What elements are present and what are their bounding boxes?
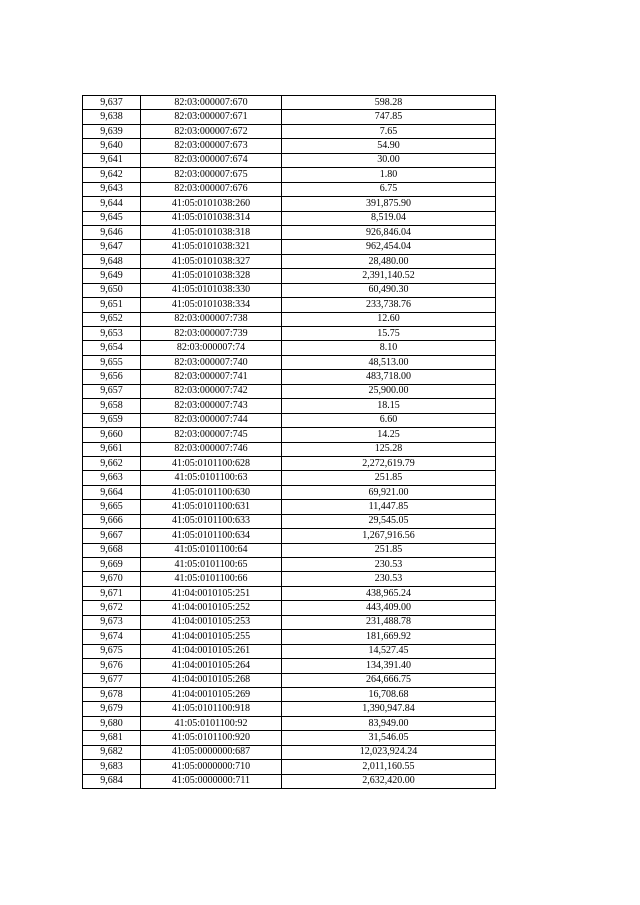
table-row [83, 124, 496, 138]
table-row [83, 355, 496, 369]
value-cell: 11,447.85 [282, 500, 496, 514]
row-number-cell: 9,675 [83, 644, 141, 658]
value-cell: 12,023,924.24 [282, 745, 496, 759]
cadastral-number-cell: 41:04:0010105:264 [141, 659, 282, 673]
table-row [83, 211, 496, 225]
cadastral-number-cell: 41:05:0101100:634 [141, 529, 282, 543]
value-cell: 251.85 [282, 471, 496, 485]
cadastral-number-cell: 41:04:0010105:251 [141, 586, 282, 600]
value-cell: 181,669.92 [282, 630, 496, 644]
value-cell: 6.75 [282, 182, 496, 196]
cadastral-number-cell: 41:05:0101038:327 [141, 254, 282, 268]
cadastral-number-cell: 41:04:0010105:261 [141, 644, 282, 658]
value-cell: 2,272,619.79 [282, 456, 496, 470]
row-number-cell: 9,674 [83, 630, 141, 644]
cadastral-number-cell: 41:05:0101100:630 [141, 485, 282, 499]
table-row [83, 153, 496, 167]
cadastral-number-cell: 82:03:000007:672 [141, 124, 282, 138]
table-row [83, 673, 496, 687]
row-number-cell: 9,659 [83, 413, 141, 427]
row-number-cell: 9,637 [83, 96, 141, 110]
row-number-cell: 9,681 [83, 731, 141, 745]
cadastral-number-cell: 41:05:0101100:66 [141, 572, 282, 586]
cadastral-number-cell: 82:03:000007:671 [141, 110, 282, 124]
table-row [83, 254, 496, 268]
value-cell: 125.28 [282, 442, 496, 456]
row-number-cell: 9,655 [83, 355, 141, 369]
row-number-cell: 9,664 [83, 485, 141, 499]
cadastral-number-cell: 82:03:000007:739 [141, 327, 282, 341]
table-row [83, 702, 496, 716]
row-number-cell: 9,646 [83, 225, 141, 239]
table-row [83, 413, 496, 427]
value-cell: 926,846.04 [282, 225, 496, 239]
row-number-cell: 9,651 [83, 298, 141, 312]
row-number-cell: 9,650 [83, 283, 141, 297]
row-number-cell: 9,679 [83, 702, 141, 716]
row-number-cell: 9,644 [83, 197, 141, 211]
value-cell: 25,900.00 [282, 384, 496, 398]
cadastral-number-cell: 82:03:000007:743 [141, 399, 282, 413]
cadastral-number-cell: 82:03:000007:742 [141, 384, 282, 398]
cadastral-number-cell: 82:03:000007:674 [141, 153, 282, 167]
table-row [83, 341, 496, 355]
value-cell: 1,267,916.56 [282, 529, 496, 543]
cadastral-number-cell: 41:05:0101038:314 [141, 211, 282, 225]
data-table [82, 95, 496, 789]
table-row [83, 96, 496, 110]
cadastral-number-cell: 41:05:0101100:628 [141, 456, 282, 470]
value-cell: 14.25 [282, 428, 496, 442]
cadastral-number-cell: 41:05:0101038:334 [141, 298, 282, 312]
row-number-cell: 9,676 [83, 659, 141, 673]
row-number-cell: 9,663 [83, 471, 141, 485]
value-cell: 15.75 [282, 327, 496, 341]
table-row [83, 514, 496, 528]
cadastral-number-cell: 41:05:0101038:330 [141, 283, 282, 297]
row-number-cell: 9,640 [83, 139, 141, 153]
cadastral-number-cell: 41:04:0010105:253 [141, 615, 282, 629]
cadastral-number-cell: 82:03:000007:673 [141, 139, 282, 153]
table-row [83, 283, 496, 297]
value-cell: 28,480.00 [282, 254, 496, 268]
table-row [83, 182, 496, 196]
table-row [83, 471, 496, 485]
value-cell: 438,965.24 [282, 586, 496, 600]
value-cell: 12.60 [282, 312, 496, 326]
table-row [83, 630, 496, 644]
row-number-cell: 9,662 [83, 456, 141, 470]
value-cell: 483,718.00 [282, 370, 496, 384]
row-number-cell: 9,660 [83, 428, 141, 442]
value-cell: 14,527.45 [282, 644, 496, 658]
table-row [83, 168, 496, 182]
cadastral-number-cell: 82:03:000007:746 [141, 442, 282, 456]
table-row [83, 659, 496, 673]
row-number-cell: 9,648 [83, 254, 141, 268]
row-number-cell: 9,661 [83, 442, 141, 456]
value-cell: 6.60 [282, 413, 496, 427]
table-row [83, 644, 496, 658]
value-cell: 1,390,947.84 [282, 702, 496, 716]
table-row [83, 384, 496, 398]
value-cell: 134,391.40 [282, 659, 496, 673]
value-cell: 31,546.05 [282, 731, 496, 745]
table-row [83, 687, 496, 701]
value-cell: 8.10 [282, 341, 496, 355]
table-row [83, 240, 496, 254]
row-number-cell: 9,643 [83, 182, 141, 196]
value-cell: 230.53 [282, 558, 496, 572]
cadastral-number-cell: 41:05:0101038:318 [141, 225, 282, 239]
row-number-cell: 9,670 [83, 572, 141, 586]
row-number-cell: 9,668 [83, 543, 141, 557]
row-number-cell: 9,653 [83, 327, 141, 341]
row-number-cell: 9,684 [83, 774, 141, 788]
row-number-cell: 9,638 [83, 110, 141, 124]
row-number-cell: 9,683 [83, 760, 141, 774]
table-row [83, 543, 496, 557]
cadastral-number-cell: 41:05:0101100:64 [141, 543, 282, 557]
value-cell: 69,921.00 [282, 485, 496, 499]
table-body [83, 96, 496, 789]
table-row [83, 601, 496, 615]
cadastral-number-cell: 41:04:0010105:269 [141, 687, 282, 701]
table-row [83, 745, 496, 759]
row-number-cell: 9,673 [83, 615, 141, 629]
cadastral-number-cell: 41:05:0101100:633 [141, 514, 282, 528]
cadastral-number-cell: 41:05:0101038:328 [141, 269, 282, 283]
table-row [83, 529, 496, 543]
value-cell: 2,391,140.52 [282, 269, 496, 283]
table-row [83, 110, 496, 124]
cadastral-number-cell: 82:03:000007:74 [141, 341, 282, 355]
row-number-cell: 9,672 [83, 601, 141, 615]
table-row [83, 399, 496, 413]
cadastral-number-cell: 82:03:000007:670 [141, 96, 282, 110]
value-cell: 391,875.90 [282, 197, 496, 211]
value-cell: 443,409.00 [282, 601, 496, 615]
row-number-cell: 9,682 [83, 745, 141, 759]
row-number-cell: 9,665 [83, 500, 141, 514]
value-cell: 1.80 [282, 168, 496, 182]
cadastral-number-cell: 41:04:0010105:268 [141, 673, 282, 687]
row-number-cell: 9,677 [83, 673, 141, 687]
table-row [83, 442, 496, 456]
row-number-cell: 9,669 [83, 558, 141, 572]
cadastral-number-cell: 41:05:0000000:687 [141, 745, 282, 759]
cadastral-number-cell: 41:05:0101100:65 [141, 558, 282, 572]
table-row [83, 225, 496, 239]
table-row [83, 558, 496, 572]
table-row [83, 298, 496, 312]
table-row [83, 586, 496, 600]
table-row [83, 572, 496, 586]
row-number-cell: 9,680 [83, 716, 141, 730]
value-cell: 230.53 [282, 572, 496, 586]
row-number-cell: 9,656 [83, 370, 141, 384]
cadastral-number-cell: 41:05:0000000:711 [141, 774, 282, 788]
row-number-cell: 9,671 [83, 586, 141, 600]
table-row [83, 139, 496, 153]
table-row [83, 731, 496, 745]
value-cell: 18.15 [282, 399, 496, 413]
value-cell: 251.85 [282, 543, 496, 557]
cadastral-number-cell: 41:05:0101100:920 [141, 731, 282, 745]
value-cell: 16,708.68 [282, 687, 496, 701]
table-row [83, 500, 496, 514]
cadastral-number-cell: 41:05:0101100:63 [141, 471, 282, 485]
cadastral-number-cell: 41:05:0101100:918 [141, 702, 282, 716]
row-number-cell: 9,666 [83, 514, 141, 528]
table-row [83, 327, 496, 341]
row-number-cell: 9,657 [83, 384, 141, 398]
table-row [83, 197, 496, 211]
cadastral-number-cell: 41:05:0101100:631 [141, 500, 282, 514]
value-cell: 8,519.04 [282, 211, 496, 225]
value-cell: 231,488.78 [282, 615, 496, 629]
row-number-cell: 9,647 [83, 240, 141, 254]
row-number-cell: 9,654 [83, 341, 141, 355]
cadastral-number-cell: 41:05:0101100:92 [141, 716, 282, 730]
cadastral-number-cell: 82:03:000007:676 [141, 182, 282, 196]
value-cell: 29,545.05 [282, 514, 496, 528]
row-number-cell: 9,649 [83, 269, 141, 283]
value-cell: 2,011,160.55 [282, 760, 496, 774]
value-cell: 60,490.30 [282, 283, 496, 297]
cadastral-number-cell: 41:05:0101038:260 [141, 197, 282, 211]
value-cell: 48,513.00 [282, 355, 496, 369]
table-row [83, 370, 496, 384]
cadastral-number-cell: 82:03:000007:675 [141, 168, 282, 182]
cadastral-number-cell: 41:04:0010105:255 [141, 630, 282, 644]
table-row [83, 428, 496, 442]
table-row [83, 760, 496, 774]
row-number-cell: 9,641 [83, 153, 141, 167]
cadastral-number-cell: 41:05:0000000:710 [141, 760, 282, 774]
table-row [83, 615, 496, 629]
cadastral-number-cell: 82:03:000007:738 [141, 312, 282, 326]
row-number-cell: 9,642 [83, 168, 141, 182]
row-number-cell: 9,678 [83, 687, 141, 701]
table-row [83, 716, 496, 730]
row-number-cell: 9,667 [83, 529, 141, 543]
value-cell: 54.90 [282, 139, 496, 153]
value-cell: 747.85 [282, 110, 496, 124]
value-cell: 264,666.75 [282, 673, 496, 687]
cadastral-number-cell: 82:03:000007:745 [141, 428, 282, 442]
value-cell: 962,454.04 [282, 240, 496, 254]
cadastral-number-cell: 82:03:000007:744 [141, 413, 282, 427]
row-number-cell: 9,658 [83, 399, 141, 413]
cadastral-number-cell: 41:05:0101038:321 [141, 240, 282, 254]
table-row [83, 485, 496, 499]
table-row [83, 456, 496, 470]
value-cell: 2,632,420.00 [282, 774, 496, 788]
table-row [83, 312, 496, 326]
value-cell: 598.28 [282, 96, 496, 110]
cadastral-number-cell: 41:04:0010105:252 [141, 601, 282, 615]
value-cell: 30.00 [282, 153, 496, 167]
cadastral-number-cell: 82:03:000007:740 [141, 355, 282, 369]
table-row [83, 774, 496, 788]
row-number-cell: 9,652 [83, 312, 141, 326]
row-number-cell: 9,645 [83, 211, 141, 225]
value-cell: 233,738.76 [282, 298, 496, 312]
row-number-cell: 9,639 [83, 124, 141, 138]
cadastral-number-cell: 82:03:000007:741 [141, 370, 282, 384]
value-cell: 7.65 [282, 124, 496, 138]
table-row [83, 269, 496, 283]
value-cell: 83,949.00 [282, 716, 496, 730]
